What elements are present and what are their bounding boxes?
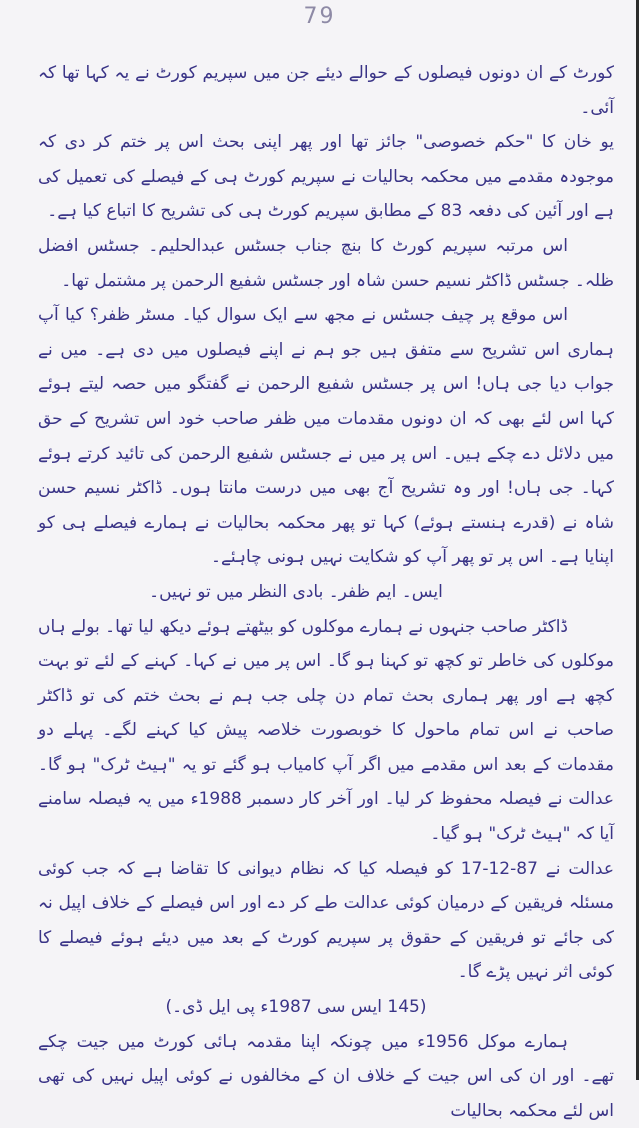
paragraph-4: اس موقع پر چیف جسٹس نے مجھ سے ایک سوال کیا۔ مسٹر ظفر؟ کیا آپ ہماری اس تشریح سے متفق ہیں جو ہم نے اپنے فیصلوں میں دی ہے۔ میں نے جواب دیا جی ہاں! اس پر جسٹس شفیع الرحمن نے گفتگو میں حصہ لیتے ہوئے کہا اس لئے بھی کہ ان دونوں مقدمات میں ظفر صاحب خود اس تشریح کے حق میں دلائل دے چکے ہیں۔ اس پر میں نے جسٹس شفیع الرحمن کی تائید کرتے ہوئے کہا۔ جی ہاں! اور وہ تشریح آج بھی میں درست مانتا ہوں۔ ڈاکٹر نسیم حسن شاہ نے (قدرے ہنستے ہوئے) کہا تو پھر محکمہ بحالیات نے ہمارے فیصلے ہی کو اپنایا ہے۔ اس پر تو پھر آپ کو شکایت نہیں ہونی چاہئے۔ xyxy=(38,305,614,568)
body-text xyxy=(38,56,614,1128)
paragraph-6: ڈاکٹر صاحب جنہوں نے ہمارے موکلوں کو بیٹھتے ہوئے دیکھ لیا تھا۔ بولے ہاں موکلوں کی خاطر تو کچھ تو کہنا ہو گا۔ اس پر میں نے کہا۔ کہنے کے لئے تو بہت کچھ ہے اور پھر ہماری بحث تمام دن چلی جب ہم نے بحث ختم کی تو ڈاکٹر صاحب نے اس تمام ماحول کا خوبصورت خلاصہ پیش کیا کہنے لگے۔ پہلے دو مقدمات کے بعد اس مقدمے میں اگر آپ کامیاب ہو گئے تو یہ "ہیٹ ٹرک" ہو گا۔ عدالت نے فیصلہ محفوظ کر لیا۔ اور آخر کار دسمبر 1988ء میں یہ فیصلہ سامنے آیا کہ "ہیٹ ٹرک" ہو گیا۔ xyxy=(38,616,614,845)
paragraph-1: کورٹ کے ان دونوں فیصلوں کے حوالے دیئے جن میں سپریم کورٹ نے یہ کہا تھا کہ آئی۔ xyxy=(38,63,614,118)
citation: (145 ایس سی 1987ء پی ایل ڈی۔) xyxy=(165,997,427,1018)
paragraph-9: ہمارے موکل 1956ء میں چونکہ اپنا مقدمہ ہائی کورٹ میں جیت چکے تھے۔ اور ان کی اس جیت کے خلاف ان کے مخالفوں نے کوئی اپیل نہیں کی تھی اس لئے محکمہ بحالیات xyxy=(38,1031,614,1121)
paragraph-5: ایس۔ ایم ظفر۔ بادی النظر میں تو نہیں۔ xyxy=(149,581,443,602)
paragraph-3: اس مرتبہ سپریم کورٹ کا بنچ جناب جسٹس عبدالحلیم۔ جسٹس افضل ظلہ۔ جسٹس ڈاکٹر نسیم حسن شاہ اور جسٹس شفیع الرحمن پر مشتمل تھا۔ xyxy=(38,235,614,291)
paragraph-7: عدالت نے 87-12-17 کو فیصلہ کیا کہ نظام دیوانی کا تقاضا ہے کہ جب کوئی مسئلہ فریقین کے درمیان کوئی عدالت طے کر دے اور اس فیصلے کے خلاف اپیل نہ کی جائے تو فریقین کے حقوق پر سپریم کورٹ کے بعد میں دیئے ہوئے فیصلے کا کوئی اثر نہیں پڑے گا۔ xyxy=(38,858,614,983)
paragraph-2: یو خان کا "حکم خصوصی" جائز تھا اور پھر اپنی بحث اس پر ختم کر دی کہ موجودہ مقدمے میں محکمہ بحالیات نے سپریم کورٹ ہی کے فیصلے کی تعمیل کی ہے اور آئین کی دفعہ 83 کے مطابق سپریم کورٹ ہی کی تشریح کا اتباع کیا ہے۔ xyxy=(38,132,614,222)
page-number: 79 xyxy=(303,4,336,29)
